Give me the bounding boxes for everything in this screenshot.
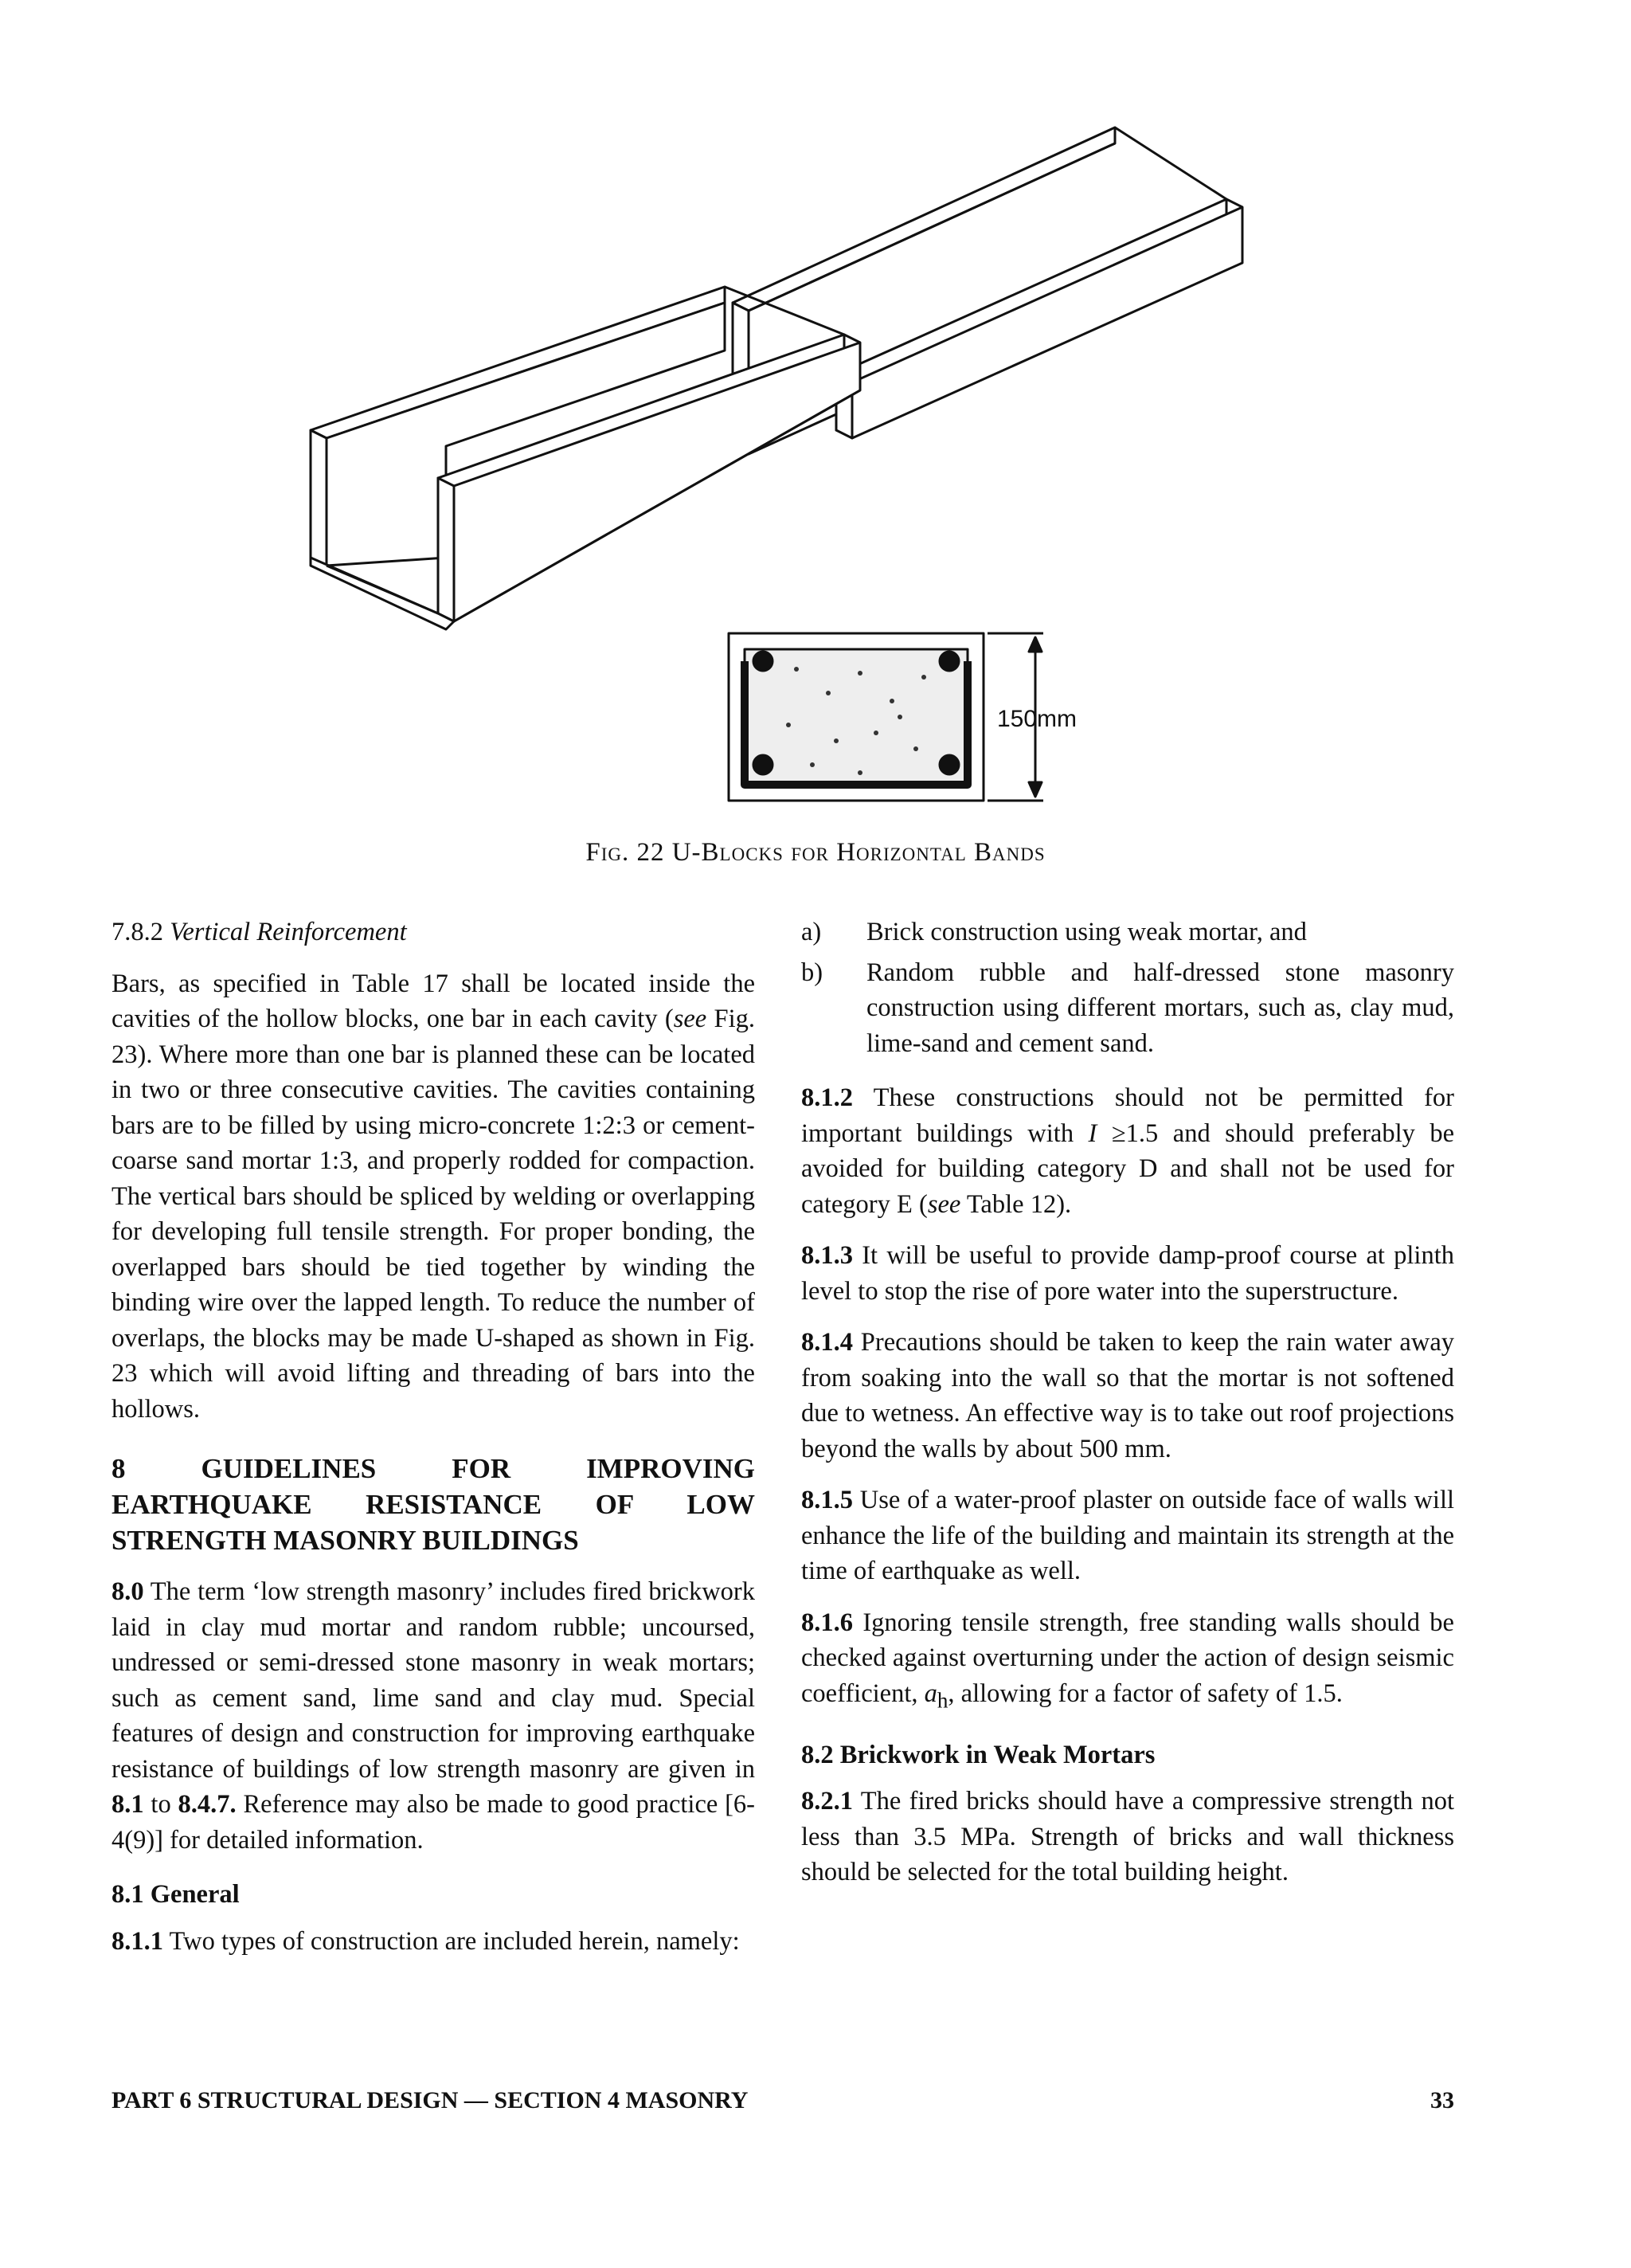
text-run-italic: see — [673, 1005, 707, 1033]
paragraph-8-0 — [111, 1574, 755, 1858]
section-number: 7.8.2 — [111, 918, 163, 946]
text-run-italic: a — [924, 1678, 937, 1708]
paragraph-8-1-5 — [801, 1483, 1454, 1589]
text-run: The fired bricks should have a compressive strength not less than 3.5 MPa. Strength of bricks and wall thickness should be selected for the total building height. — [801, 1787, 1454, 1886]
text-run: to — [143, 1790, 178, 1819]
paragraph-7-8-2 — [111, 966, 755, 1428]
paragraph-8-2-1 — [801, 1784, 1454, 1890]
list-label: a) — [801, 918, 822, 946]
text-run: ≥1.5 and should preferably be avoided for building category D and shall not be used for category E ( — [801, 1118, 1454, 1219]
subscript: h — [937, 1688, 948, 1712]
text-run: Table 12). — [960, 1189, 1072, 1219]
text-run: Fig. 23). Where more than one bar is planned these can be located in two or three consecutive cavities. The cavities containing bars are to be filled by using micro-concrete 1:2:3 or cement-coarse sand mortar 1:3, and properly rodded for compaction. The vertical bars should be spliced by welding or overlapping for developing full tensile strength. For proper bonding, the overlapped bars should be tied together by winding the binding wire over the lapped length. To reduce the number of overlaps, the blocks may be made U-shaped as shown in Fig. 23 which will avoid lifting and threading of bars into the hollows. — [111, 1005, 755, 1424]
page-footer — [111, 2087, 1454, 2114]
text-run: , allowing for a factor of safety of 1.5. — [948, 1678, 1343, 1708]
section-8-2-heading: 8.2 Brickwork in Weak Mortars — [801, 1740, 1156, 1769]
paragraph-8-1-2 — [801, 1080, 1454, 1222]
section-8-heading: 8 GUIDELINES FOR IMPROVING EARTHQUAKE RESISTANCE OF LOW STRENGTH MASONRY BUILDINGS — [111, 1453, 755, 1556]
text-run-italic: I — [1088, 1118, 1097, 1148]
text-run: Bars, as specified in Table 17 shall be located inside the cavities of the hollow blocks, one bar in each cavity ( — [111, 969, 755, 1033]
figure-u-blocks — [287, 112, 1346, 813]
paragraph-8-1-3 — [801, 1238, 1454, 1309]
list-item — [801, 915, 1454, 950]
text-run-italic: see — [927, 1189, 961, 1219]
text-run: Use of a water-proof plaster on outside face of walls will enhance the life of the building and maintain its strength at the time of earthquake as well. — [801, 1486, 1454, 1585]
clause-number: 8.1.3 — [801, 1241, 853, 1270]
clause-number: 8.1.5 — [801, 1486, 853, 1514]
list-label: b) — [801, 958, 823, 987]
page-number: 33 — [1430, 2087, 1454, 2113]
section-8-1-heading: 8.1 General — [111, 1880, 240, 1909]
section-7-8-2-heading — [111, 915, 755, 950]
text-run: It will be useful to provide damp-proof course at plinth level to stop the rise of pore water into the superstructure. — [801, 1241, 1454, 1306]
dimension-label: 150mm — [997, 706, 1078, 732]
u-blocks-drawing — [287, 112, 1346, 813]
paragraph-8-1-1 — [111, 1924, 755, 1960]
text-run: Precautions should be taken to keep the rain water away from soaking into the wall so that the mortar is not softened due to wetness. An effective way is to take out roof projections beyond the walls by about 500 mm. — [801, 1328, 1454, 1463]
clause-number: 8.2.1 — [801, 1787, 853, 1816]
section-title: Vertical Reinforcement — [170, 918, 407, 946]
cross-section — [729, 633, 1043, 801]
list-text: Random rubble and half-dressed stone masonry construction using different mortars, such as, clay mud, lime-sand and cement sand. — [866, 958, 1454, 1058]
clause-number: 8.1.6 — [801, 1608, 853, 1637]
footer-title: PART 6 STRUCTURAL DESIGN — SECTION 4 MASONRY — [111, 2087, 749, 2113]
left-column — [111, 915, 755, 1975]
paragraph-8-1-4 — [801, 1325, 1454, 1467]
clause-number: 8.1.4 — [801, 1328, 853, 1357]
clause-number: 8.0 — [111, 1577, 144, 1606]
right-column — [801, 915, 1454, 1906]
figure-caption: Fig. 22 U-Blocks for Horizontal Bands — [585, 838, 1046, 867]
paragraph-8-1-6 — [801, 1605, 1454, 1718]
text-run: These constructions should not be permitted for important buildings with — [801, 1083, 1454, 1148]
front-u-block — [311, 287, 860, 629]
text-run: Two types of construction are included herein, namely: — [163, 1926, 740, 1956]
clause-number: 8.1.1 — [111, 1926, 163, 1956]
clause-ref: 8.4.7. — [178, 1790, 237, 1819]
list-text: Brick construction using weak mortar, and — [866, 918, 1307, 946]
text-run: The term ‘low strength masonry’ includes fired brickwork laid in clay mud mortar and random rubble; uncoursed, undressed or semi-dressed stone masonry in weak mortars; such as cement sand, lime sand and clay mud. Special features of design and construction for improving earthquake resistance of buildings of low strength masonry are given in — [111, 1577, 755, 1784]
text-run: Ignoring tensile strength, free standing walls should be checked against overturning under the action of design seismic coefficient, — [801, 1608, 1454, 1708]
text-run: Reference may also be made to good practice [6-4(9)] for detailed information. — [111, 1790, 755, 1855]
list-item — [801, 955, 1454, 1062]
clause-number: 8.1.2 — [801, 1083, 853, 1112]
clause-ref: 8.1 — [111, 1790, 144, 1819]
